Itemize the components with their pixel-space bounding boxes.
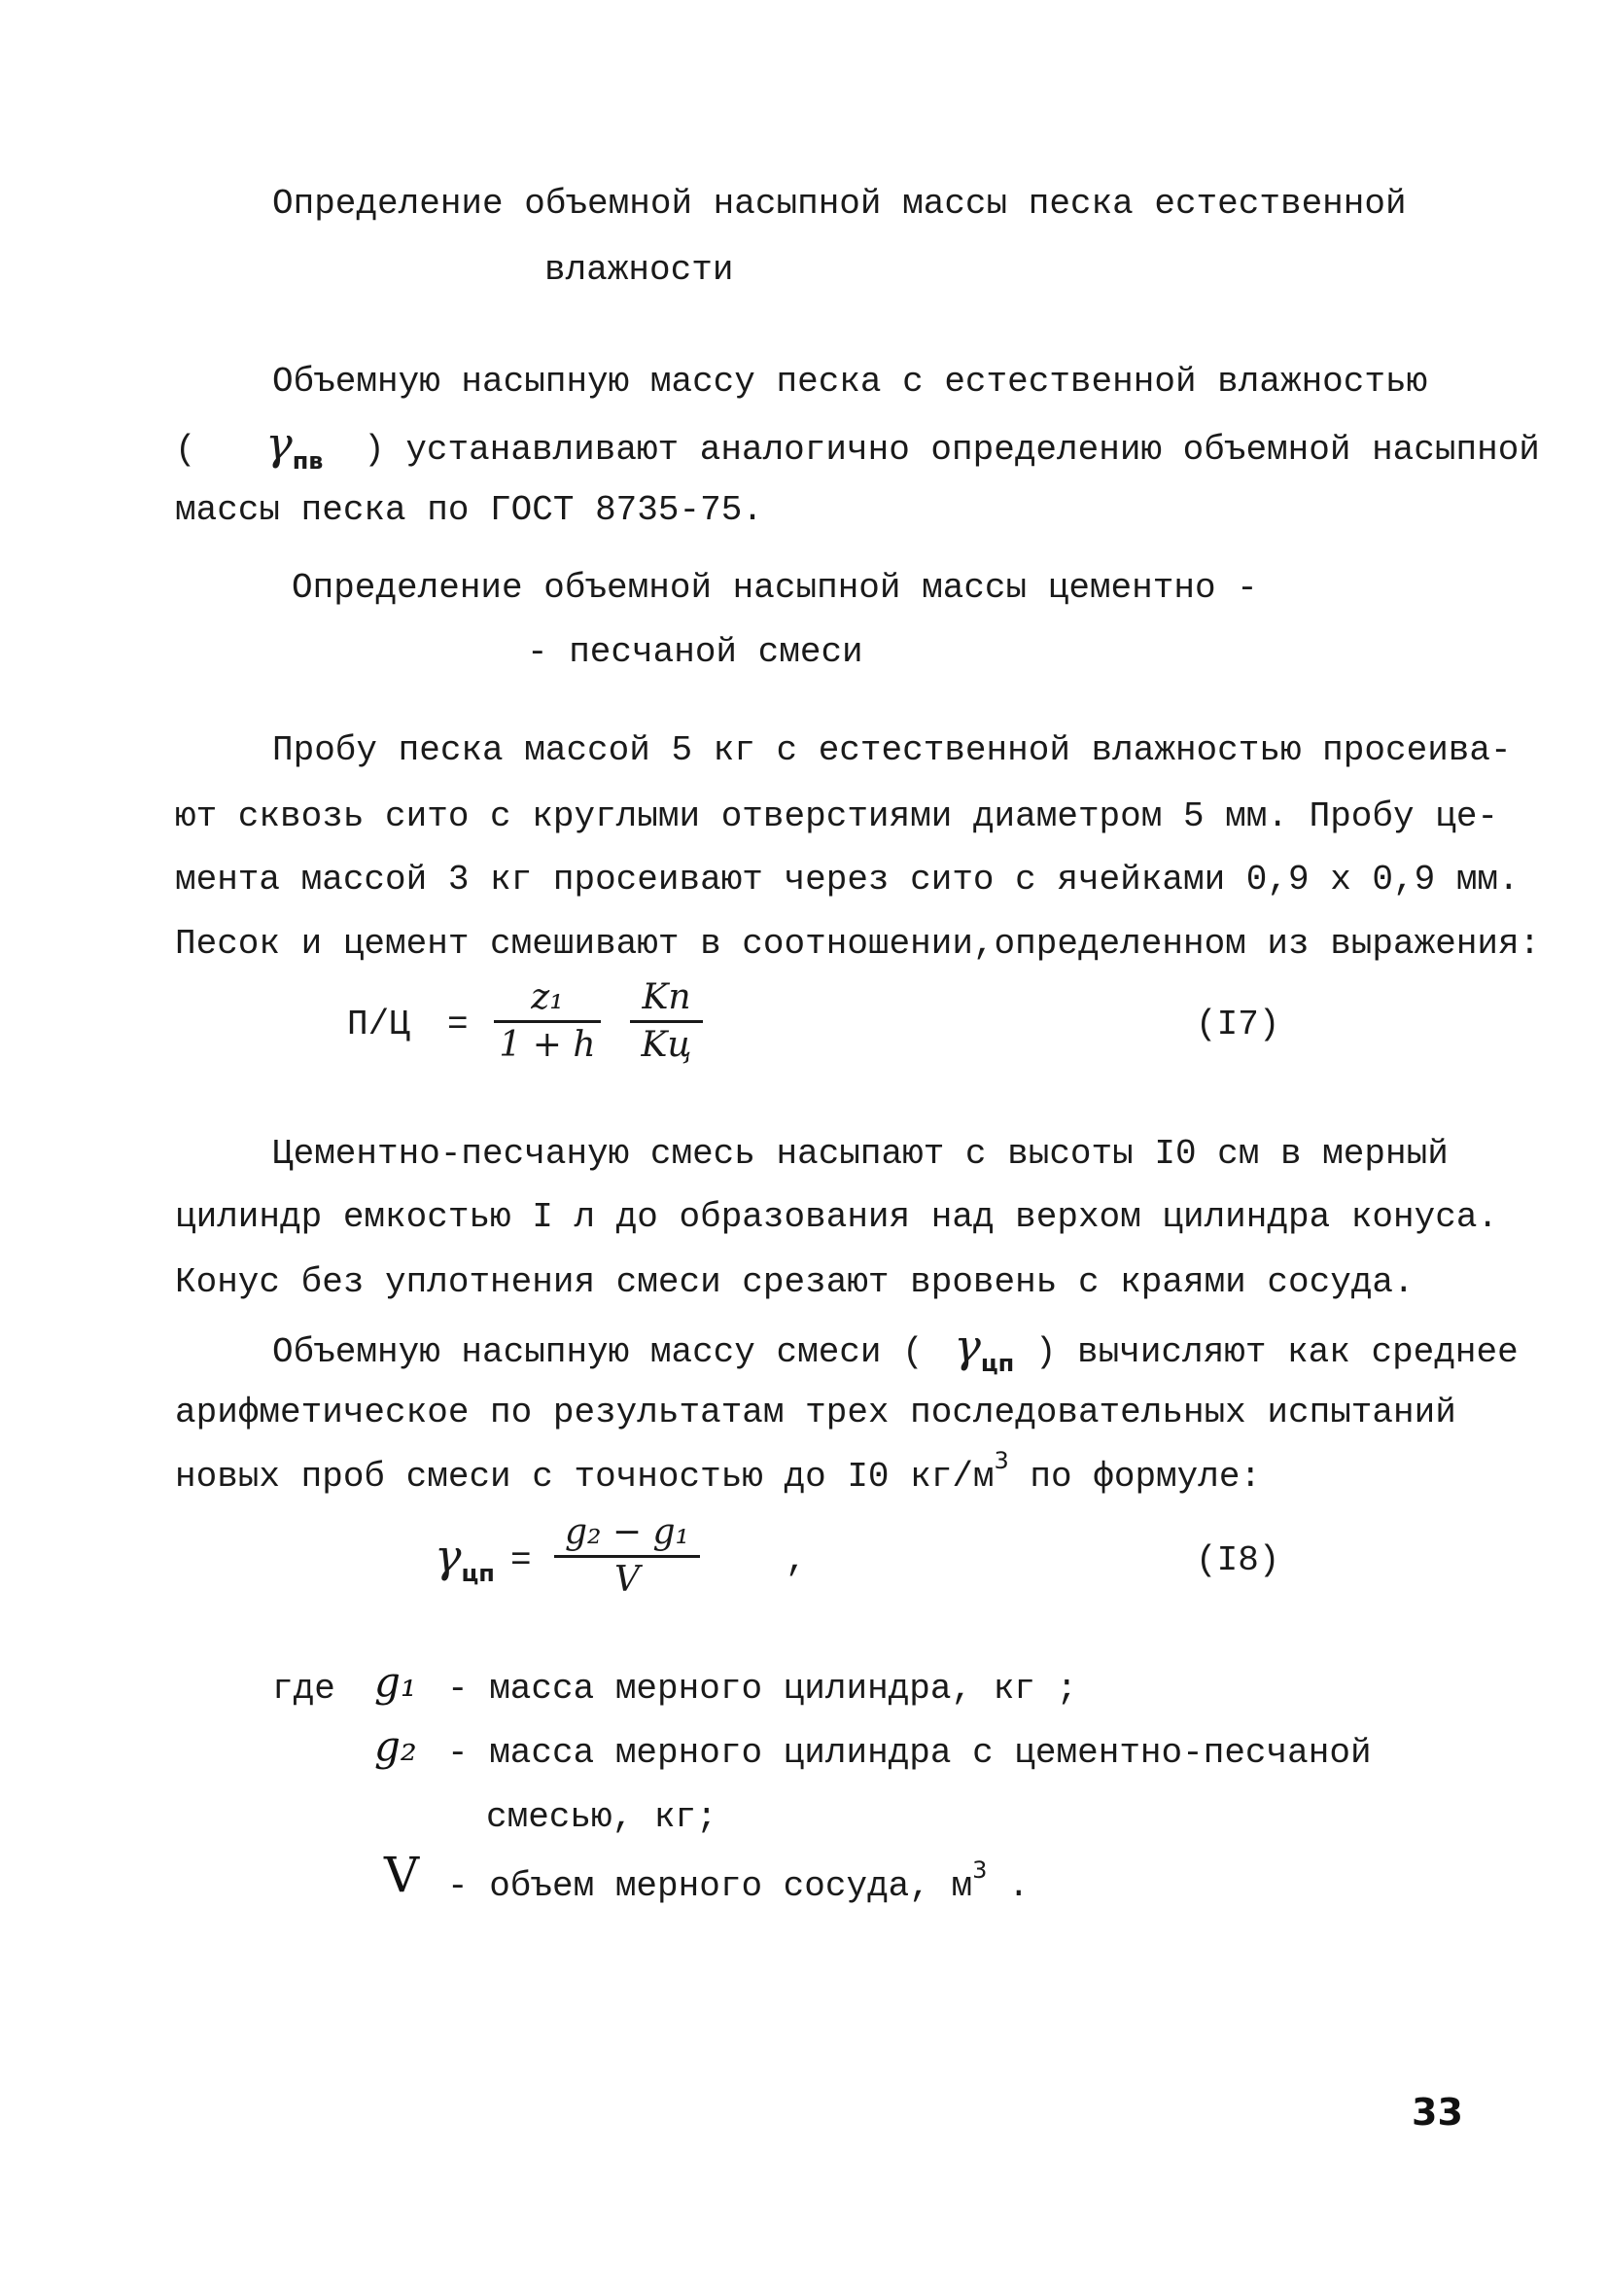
open-paren: ( <box>175 430 196 470</box>
para1-line2 <box>175 417 1540 475</box>
para4-line1-end: ) вычисляют как среднее <box>1034 1332 1519 1372</box>
para4-line3-start: новых проб смеси с точностью до I0 кг/м <box>175 1457 995 1497</box>
superscript-3: 3 <box>972 1856 988 1884</box>
para2-line1: Пробу песка массой 5 кг с естественной влажностью просеива- <box>272 730 1512 770</box>
gamma-symbol: γ <box>435 1530 462 1582</box>
para4-line1 <box>272 1320 1519 1377</box>
fraction-bar <box>554 1555 700 1558</box>
formula17-fraction-1 <box>494 977 601 1066</box>
formula17-equals: = <box>447 1005 469 1044</box>
para1-line1: Объемную насыпную массу песка с естественной влажностью <box>272 362 1428 402</box>
formula17-lhs: П/Ц <box>347 1005 410 1044</box>
para4-line3-end: по формуле: <box>1008 1457 1262 1497</box>
legend-text-g1: - масса мерного цилиндра, кг ; <box>447 1669 1078 1709</box>
section1-title-line1: Определение объемной насыпной массы песка естественной <box>272 184 1407 224</box>
formula18-comma: , <box>786 1540 807 1580</box>
fraction2-denominator: Kц <box>641 1025 692 1065</box>
legend-symbol-g1: g₁ <box>374 1658 417 1706</box>
para1-line2-rest: ) устанавливают аналогично определению объемной насыпной <box>364 430 1540 470</box>
gamma-subscript: пв <box>292 447 324 475</box>
formula17-fraction-2 <box>630 977 703 1066</box>
legend-text-v-main: - объем мерного сосуда, м <box>447 1866 973 1906</box>
fraction1-bar <box>494 1020 601 1023</box>
legend-text-g2-continued: смесью, кг; <box>486 1797 717 1837</box>
formula17-number: (I7) <box>1196 1005 1280 1044</box>
para3-line2: цилиндр емкостью I л до образования над верхом цилиндра конуса. <box>175 1197 1499 1237</box>
formula18-equals: = <box>510 1540 532 1580</box>
para2-line4: Песок и цемент смешивают в соотношении,определенном из выражения: <box>175 924 1541 964</box>
legend-symbol-g2: g₂ <box>374 1722 417 1770</box>
gamma-symbol: γ <box>265 417 293 470</box>
formula18-fraction <box>554 1512 700 1601</box>
fraction2-bar <box>630 1020 703 1023</box>
legend-text-g2: - масса мерного цилиндра с цементно-песчаной <box>447 1733 1372 1773</box>
gamma-symbol: γ <box>954 1320 981 1372</box>
para3-line3: Конус без уплотнения смеси срезают вровень с краями сосуда. <box>175 1262 1415 1302</box>
section2-title-line2: - песчаной смеси <box>527 632 863 672</box>
fraction2-numerator: Kп <box>642 977 691 1017</box>
superscript-3: 3 <box>994 1447 1009 1474</box>
legend-text-v-tail: . <box>987 1866 1030 1906</box>
para2-line3: мента массой 3 кг просеивают через сито с ячейками 0,9 х 0,9 мм. <box>175 860 1520 900</box>
fraction-denominator: V <box>614 1560 640 1600</box>
legend-where: где <box>272 1669 335 1709</box>
para1-line3: массы песка по ГОСТ 8735-75. <box>175 490 763 530</box>
para4-line3 <box>175 1447 1262 1498</box>
formula18-number: (I8) <box>1196 1540 1280 1580</box>
gamma-subscript: цп <box>461 1560 495 1587</box>
fraction1-numerator: z₁ <box>531 977 564 1017</box>
para3-line1: Цементно-песчаную смесь насыпают с высоты I0 см в мерный <box>272 1134 1449 1174</box>
para4-line2: арифметическое по результатам трех последовательных испытаний <box>175 1393 1456 1432</box>
legend-text-v <box>447 1856 1030 1907</box>
legend-symbol-v: V <box>384 1847 420 1903</box>
fraction1-denominator: 1 + h <box>499 1025 596 1065</box>
para4-line1-start: Объемную насыпную массу смеси ( <box>272 1332 924 1372</box>
formula18-lhs <box>435 1530 495 1587</box>
section1-title-line2: влажности <box>544 250 734 290</box>
page-number: 33 <box>1412 2091 1463 2134</box>
section2-title-line1: Определение объемной насыпной массы цементно - <box>292 568 1258 608</box>
gamma-subscript: цп <box>980 1350 1015 1377</box>
fraction-numerator: g₂ − g₁ <box>564 1512 689 1552</box>
para2-line2: ют сквозь сито с круглыми отверстиями диаметром 5 мм. Пробу це- <box>175 796 1499 836</box>
